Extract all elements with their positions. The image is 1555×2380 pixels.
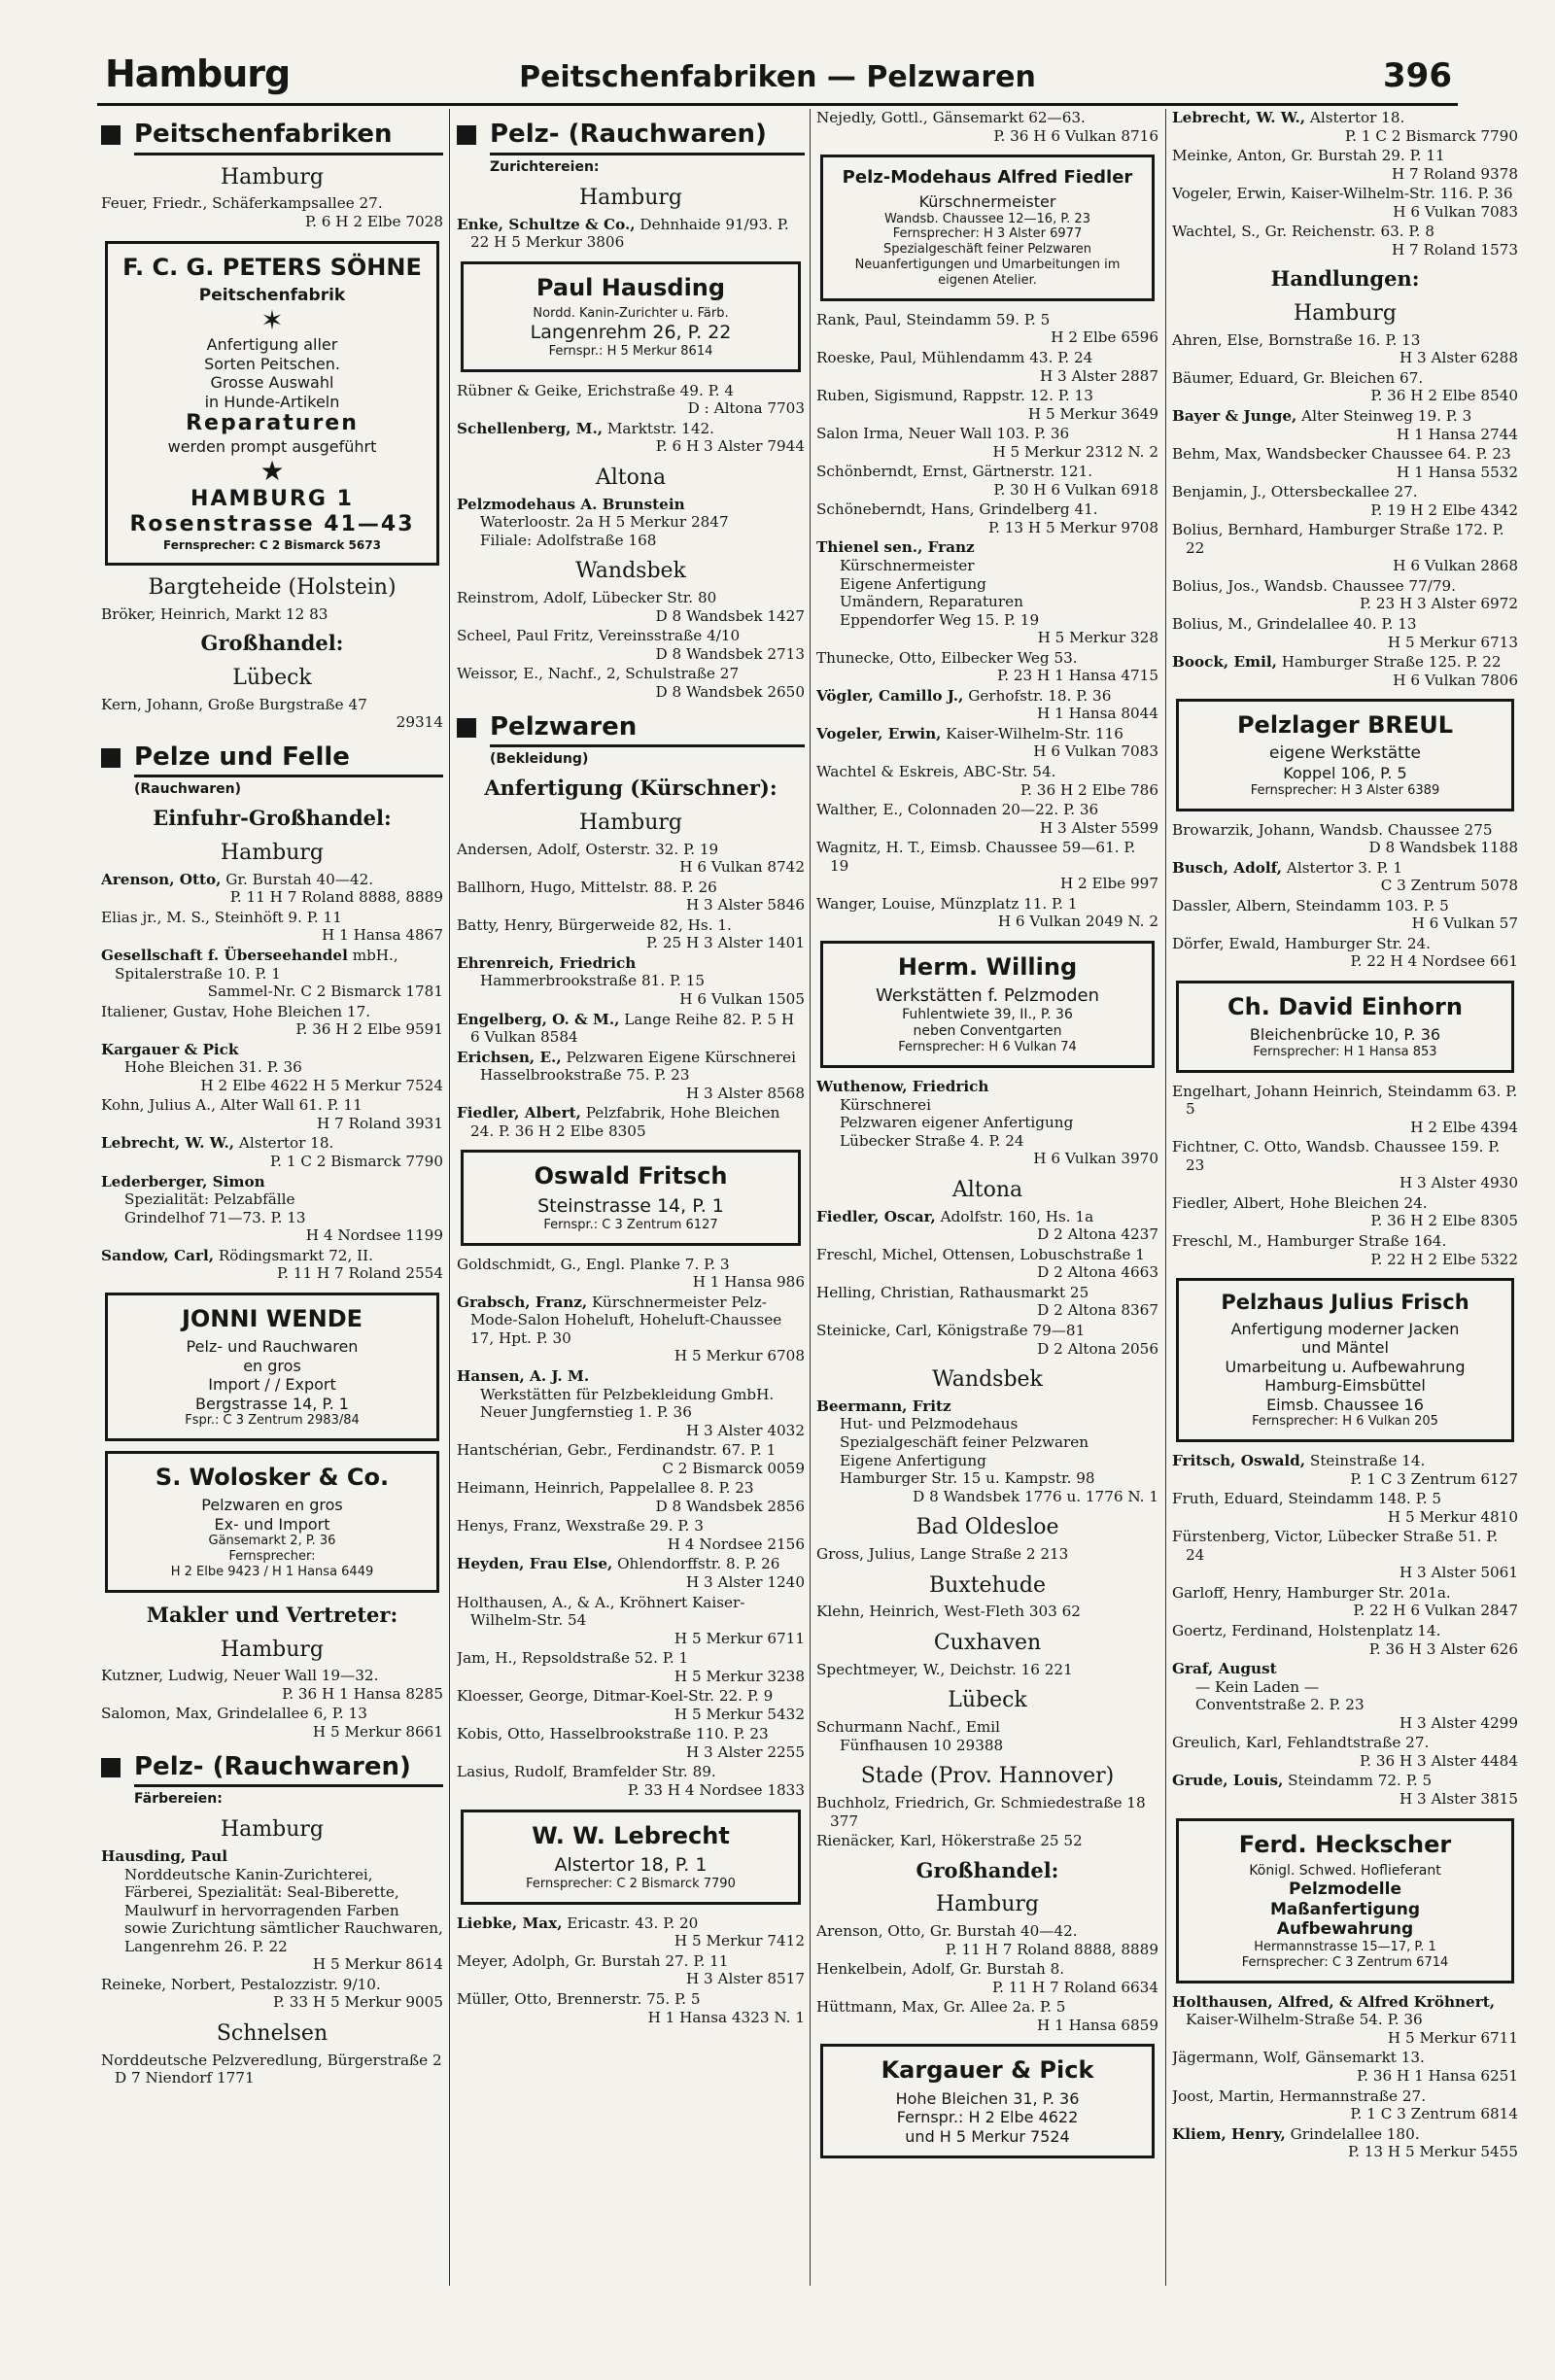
list-item: Klehn, Heinrich, West-Fleth 303 62 — [816, 1603, 1081, 1621]
list-item: Goldschmidt, G., Engl. Planke 7. P. 3 H 1 Hansa 986 — [457, 1255, 805, 1292]
list-item: Hansen, A. J. M. Werkstätten für Pelzbekleidung GmbH. Neuer Jungfernstieg 1. P. 36 H 3 Alster 4032 — [457, 1366, 805, 1439]
list-item: Müller, Otto, Brennerstr. 75. P. 5 H 1 Hansa 4323 N. 1 — [457, 1990, 805, 2026]
city-heading: Altona — [595, 465, 667, 490]
list-item: Ehrenreich, Friedrich Hammerbrookstraße 81. P. 15 H 6 Vulkan 1505 — [457, 953, 805, 1008]
list-item: Bäumer, Eduard, Gr. Bleichen 67. P. 36 H 2 Elbe 8540 — [1172, 368, 1518, 405]
list-item: Thienel sen., Franz Kürschnermeister Eigene Anfertigung Umändern, Reparaturen Eppendorfer Weg 15. P. 19 H 5 Merkur 328 — [816, 538, 1158, 647]
list-item: Batty, Henry, Bürgerweide 82, Hs. 1. P. 25 H 3 Alster 1401 — [457, 915, 805, 952]
city-heading: Hamburg — [220, 164, 324, 190]
advertisement-box: Ferd. Heckscher Königl. Schwed. Hoflieferant Pelzmodelle Maßanfertigung Aufbewahrung Hermannstrasse 15—17, P. 1 Fernsprecher: C 3 Zentrum 6714 — [1176, 1818, 1514, 1983]
list-item: Fiedler, Albert, Hohe Bleichen 24. P. 36 H 2 Elbe 8305 — [1172, 1193, 1518, 1230]
list-item: Arenson, Otto, Gr. Burstah 40—42. P. 11 H 7 Roland 8888, 8889 — [101, 870, 443, 907]
ad-title: Paul Hausding — [536, 273, 726, 301]
list-item: Graf, August — Kein Laden — Conventstraße 2. P. 23 H 3 Alster 4299 — [1172, 1660, 1518, 1732]
list-item: Busch, Adolf, Alstertor 3. P. 1 C 3 Zentrum 5078 — [1172, 858, 1518, 895]
section-heading: Pelzwaren — [457, 713, 805, 742]
list-item: Dörfer, Ewald, Hamburger Str. 24. P. 22 H 4 Nordsee 661 — [1172, 934, 1518, 971]
list-item: Fritsch, Oswald, Steinstraße 14. P. 1 C 3 Zentrum 6127 — [1172, 1452, 1518, 1488]
subsection-heading: Einfuhr-Großhandel: — [153, 806, 392, 831]
ad-title: Ferd. Heckscher — [1238, 1830, 1452, 1858]
ad-title: Pelzhaus Julius Frisch — [1221, 1291, 1469, 1315]
city-heading: Lübeck — [232, 665, 312, 690]
list-item: Garloff, Henry, Hamburger Str. 201a. P. 22 H 6 Vulkan 2847 — [1172, 1583, 1518, 1620]
list-item: Kohn, Julius A., Alter Wall 61. P. 11 H 7 Roland 3931 — [101, 1096, 443, 1132]
list-item: Steinicke, Carl, Königstraße 79—81 D 2 Altona 2056 — [816, 1321, 1158, 1358]
list-item: Beermann, Fritz Hut- und Pelzmodehaus Spezialgeschäft feiner Pelzwaren Eigene Anfertigung Hamburger Str. 15 u. Kampstr. 98 D 8 Wandsbek 1776 u. 1776 N. 1 — [816, 1397, 1158, 1505]
column-2: Pelz- (Rauchwaren) Zurichtereien: Hamburg Enke, Schultze & Co., Dehnhaide 91/93. P. 22 H 5 Merkur 3806 Paul Hausding Nordd. Kanin-Zurichter u. Färb. Langenrehm 26, P. 22 Fernspr.: H 5 Merkur 8614 Rübner & Geike, Erichstraße 49. P. 4 D : Altona 7703 Schellenberg, M., Marktstr. 142. P. 6 H 3 Alster 7944 Altona Pelzmodehaus A. Brunstein Waterloostr. 2a H 5 Merkur 2847 Filiale: Adolfstraße 168 Wandsbek Reinstrom, Adolf, Lübecker Str. 80 D 8 Wandsbek 1427 Scheel, Paul Fritz, Vereinsstraße 4/10 D 8 Wandsbek 2713 Weissor, E., Nachf., 2, Schulstraße 27 D 8 Wandsbek 2650 Pelzwaren (Bekleidung) Anfertigung (Kürschner): Hamburg Andersen, Adolf, Osterstr. 32. P. 19 H 6 Vulkan 8742 Ballhorn, Hugo, Mittelstr. 88. P. 26 H 3 Alster 5846 Batty, Henry, Bürgerweide 82, Hs. 1. P. 25 H 3 Alster 1401 Ehrenreich, Friedrich Hammerbrookstraße 81. P. 15 H 6 Vulkan 1505 Engelberg, O. & M., Lange Reihe 82. P. 5 H 6 Vulkan 8584 Erichsen, E., Pelzwaren Eigene Kürschnerei Hasselbrookstraße 75. P. 23 H 3 Alster 8568 Fiedler, Albert, Pelzfabrik, Hohe Bleichen 24. P. 36 H 2 Elbe 8305 Oswald Fritsch Steinstrasse 14, P. 1 Fernspr.: C 3 Zentrum 6127 Goldschmidt, G., Engl. Planke 7. P. 3 H 1 Hansa 986 Grabsch, Franz, Kürschnermeister Pelz-Mode-Salon Hoheluft, Hoheluft-Chaussee 17, Hpt. P. 30 H 5 Merkur 6708 Hansen, A. J. M. Werkstätten für Pelzbekleidung GmbH. Neuer Jungfernstieg 1. P. 36 H 3 Alster 4032 Hantschérian, Gebr., Ferdinandstr. 67. P. 1 C 2 Bismarck 0059 Heimann, Heinrich, Pappelallee 8. P. 23 D 8 Wandsbek 2856 Henys, Franz, Wexstraße 29. P. 3 H 4 Nordsee 2156 Heyden, Frau Else, Ohlendorffstr. 8. P. 26 H 3 Alster 1240 Holthausen, A., & A., Kröhnert Kaiser-Wilhelm-Str. 54 H 5 Merkur 6711 Jam, H., Repsoldstraße 52. P. 1 H 5 Merkur 3238 Kloesser, George, Ditmar-Koel-Str. 22. P. 9 H 5 Merkur 5432 Kobis, Otto, Hasselbrookstraße 110. P. 23 H 3 Alster 2255 Lasius, Rudolf, Bramfelder Str. 89. P. 33 H 4 Nordsee 1833 W. W. Lebrecht Alstertor 18, P. 1 Fernsprecher: C 2 Bismarck 7790 Liebke, Max, Ericastr. 43. P. 20 H 5 Merkur 7412 Meyer, Adolph, Gr. Burstah 27. P. 11 H 3 Alster 8517 Müller, Otto, Brennerstr. 75. P. 5 H 1 Hansa 4323 N. 1 — [457, 120, 805, 2026]
column-rule — [810, 109, 811, 2286]
list-item: Reineke, Norbert, Pestalozzistr. 9/10. P. 33 H 5 Merkur 9005 — [101, 1975, 443, 2012]
section-heading: Pelz- (Rauchwaren) — [101, 1753, 443, 1781]
list-item: Lebrecht, W. W., Alstertor 18. P. 1 C 2 Bismarck 7790 — [1172, 109, 1518, 145]
section-underline — [490, 153, 805, 155]
list-item: Benjamin, J., Ottersbeckallee 27. P. 19 H 2 Elbe 4342 — [1172, 483, 1518, 519]
advertisement-box: F. C. G. PETERS SÖHNE Peitschenfabrik ✶ Anfertigung aller Sorten Peitschen. Grosse Auswahl in Hunde-Artikeln Reparaturen werden prompt ausgeführt ★ HAMBURG 1 Rosenstrasse 41—43 Fernsprecher: C 2 Bismarck 5673 — [105, 241, 439, 566]
section-underline — [134, 1784, 443, 1787]
list-item: Gross, Julius, Lange Straße 2 213 — [816, 1545, 1069, 1564]
list-item: Hausding, Paul Norddeutsche Kanin-Zurichterei, Färberei, Spezialität: Seal-Biberette, Maulwurf in hervorragenden Farben sowie Zurichtung sämtlicher Rauchwaren, Langenrehm 26. P. 22 H 5 Merkur 8614 — [101, 1847, 443, 1974]
city-heading: Bad Oldesloe — [916, 1515, 1059, 1540]
section-heading: Pelz- (Rauchwaren) — [457, 121, 805, 149]
city-heading: Bargteheide (Holstein) — [148, 574, 397, 600]
list-item: Vogeler, Erwin, Kaiser-Wilhelm-Str. 116. P. 36 H 6 Vulkan 7083 — [1172, 185, 1518, 221]
list-item: Joost, Martin, Hermannstraße 27. P. 1 C 3 Zentrum 6814 — [1172, 2087, 1518, 2123]
list-item: Sandow, Carl, Rödingsmarkt 72, II. P. 11 H 7 Roland 2554 — [101, 1246, 443, 1283]
city-heading: Hamburg — [220, 1637, 324, 1662]
city-heading: Cuxhaven — [933, 1630, 1042, 1655]
list-item: Lederberger, Simon Spezialität: Pelzabfälle Grindelhof 71—73. P. 13 H 4 Nordsee 1199 — [101, 1172, 443, 1245]
column-3 — [816, 109, 1158, 2286]
ad-title: JONNI WENDE — [181, 1304, 363, 1332]
list-item: Weissor, E., Nachf., 2, Schulstraße 27 D 8 Wandsbek 2650 — [457, 665, 805, 701]
list-item: Schurmann Nachf., Emil Fünfhausen 10 29388 — [816, 1718, 1004, 1754]
list-item: Bolius, M., Grindelallee 40. P. 13 H 5 Merkur 6713 — [1172, 615, 1518, 651]
city-heading: Wandsbek — [932, 1367, 1043, 1393]
list-item: Bröker, Heinrich, Markt 12 83 — [101, 604, 328, 623]
list-item: Browarzik, Johann, Wandsb. Chaussee 275 D 8 Wandsbek 1188 — [1172, 820, 1518, 857]
city-heading: Hamburg — [220, 840, 324, 865]
list-item: Wachtel & Eskreis, ABC-Str. 54. P. 36 H 2 Elbe 786 — [816, 762, 1158, 799]
subsection-heading: Anfertigung (Kürschner): — [484, 776, 778, 801]
list-item: Salon Irma, Neuer Wall 103. P. 36 H 5 Merkur 2312 N. 2 — [816, 425, 1158, 461]
list-item: Kloesser, George, Ditmar-Koel-Str. 22. P. 9 H 5 Merkur 5432 — [457, 1687, 805, 1723]
list-item: Vögler, Camillo J., Gerhofstr. 18. P. 36 H 1 Hansa 8044 — [816, 686, 1158, 723]
list-item: Vogeler, Erwin, Kaiser-Wilhelm-Str. 116 H 6 Vulkan 7083 — [816, 724, 1158, 761]
list-item: Jägermann, Wolf, Gänsemarkt 13. P. 36 H 1 Hansa 6251 — [1172, 2049, 1518, 2085]
star-icon: ★ — [259, 454, 285, 487]
ad-title: F. C. G. PETERS SÖHNE — [122, 253, 422, 281]
list-item: Engelhart, Johann Heinrich, Steindamm 63. P. 5 H 2 Elbe 4394 — [1172, 1082, 1518, 1136]
page-number: 396 — [1383, 56, 1452, 95]
list-item: Fiedler, Oscar, Adolfstr. 160, Hs. 1a D 2 Altona 4237 — [816, 1207, 1158, 1244]
list-item: Ballhorn, Hugo, Mittelstr. 88. P. 26 H 3 Alster 5846 — [457, 878, 805, 914]
city-heading: Hamburg — [578, 810, 682, 835]
section-underline — [134, 153, 443, 155]
list-item: Elias jr., M. S., Steinhöft 9. P. 11 H 1 Hansa 4867 — [101, 908, 443, 945]
list-item: Fürstenberg, Victor, Lübecker Straße 51. P. 24 H 3 Alster 5061 — [1172, 1528, 1518, 1582]
section-underline — [490, 744, 805, 747]
list-item: Reinstrom, Adolf, Lübecker Str. 80 D 8 Wandsbek 1427 — [457, 589, 805, 625]
list-item: Greulich, Karl, Fehlandtstraße 27. P. 36 H 3 Alster 4484 — [1172, 1734, 1518, 1770]
list-item: Wagnitz, H. T., Eimsb. Chaussee 59—61. P. 19 H 2 Elbe 997 — [816, 839, 1158, 893]
section-heading: Pelze und Felle — [101, 743, 443, 772]
ad-title: Oswald Fritsch — [534, 1162, 728, 1190]
list-item: Dassler, Albern, Steindamm 103. P. 5 H 6 Vulkan 57 — [1172, 896, 1518, 933]
running-head-city: Hamburg — [105, 52, 291, 95]
list-item: Behm, Max, Wandsbecker Chaussee 64. P. 23 H 1 Hansa 5532 — [1172, 445, 1518, 481]
list-item: Liebke, Max, Ericastr. 43. P. 20 H 5 Merkur 7412 — [457, 1914, 805, 1950]
city-heading: Hamburg — [220, 1817, 324, 1843]
list-item: Ahren, Else, Bornstraße 16. P. 13 H 3 Alster 6288 — [1172, 330, 1518, 367]
list-item: Buchholz, Friedrich, Gr. Schmiedestraße 18 377 — [816, 1794, 1146, 1830]
ad-title: W. W. Lebrecht — [532, 1821, 730, 1849]
city-heading: Stade (Prov. Hannover) — [860, 1764, 1115, 1789]
list-item: Thunecke, Otto, Eilbecker Weg 53. P. 23 H 1 Hansa 4715 — [816, 648, 1158, 685]
list-item: Norddeutsche Pelzveredlung, Bürgerstraße 2 D 7 Niendorf 1771 — [101, 2051, 442, 2087]
advertisement-box: Paul Hausding Nordd. Kanin-Zurichter u. Färb. Langenrehm 26, P. 22 Fernspr.: H 5 Merkur 8614 — [461, 261, 801, 372]
list-item: Fichtner, C. Otto, Wandsb. Chaussee 159. P. 23 H 3 Alster 4930 — [1172, 1138, 1518, 1192]
list-item: Hantschérian, Gebr., Ferdinandstr. 67. P. 1 C 2 Bismarck 0059 — [457, 1441, 805, 1477]
list-item: Hüttmann, Max, Gr. Allee 2a. P. 5 H 1 Hansa 6859 — [816, 1998, 1158, 2034]
list-item: Boock, Emil, Hamburger Straße 125. P. 22 H 6 Vulkan 7806 — [1172, 653, 1518, 689]
list-item: Scheel, Paul Fritz, Vereinsstraße 4/10 D 8 Wandsbek 2713 — [457, 627, 805, 663]
list-item: Schöneberndt, Hans, Grindelberg 41. P. 13 H 5 Merkur 9708 — [816, 500, 1158, 536]
list-item: Grabsch, Franz, Kürschnermeister Pelz-Mode-Salon Hoheluft, Hoheluft-Chaussee 17, Hpt. P. 30 H 5 Merkur 6708 — [457, 1293, 805, 1365]
ad-title: Pelz-Modehaus Alfred Fiedler — [842, 167, 1133, 189]
list-item: Gesellschaft f. Überseehandel mbH., Spitalerstraße 10. P. 1 Sammel-Nr. C 2 Bismarck 1781 — [101, 947, 443, 1001]
advertisement-box: Ch. David Einhorn Bleichenbrücke 10, P. 36 Fernsprecher: H 1 Hansa 853 — [1176, 981, 1514, 1073]
running-head-title: Peitschenfabriken — Pelzwaren — [519, 60, 1036, 94]
list-item: Fruth, Eduard, Steindamm 148. P. 5 H 5 Merkur 4810 — [1172, 1490, 1518, 1526]
list-item: Holthausen, A., & A., Kröhnert Kaiser-Wilhelm-Str. 54 H 5 Merkur 6711 — [457, 1593, 805, 1647]
list-item: Grude, Louis, Steindamm 72. P. 5 H 3 Alster 3815 — [1172, 1772, 1518, 1808]
ad-title: S. Wolosker & Co. — [155, 1464, 390, 1492]
advertisement-box: Oswald Fritsch Steinstrasse 14, P. 1 Fernspr.: C 3 Zentrum 6127 — [461, 1150, 801, 1245]
list-item: Wuthenow, Friedrich Kürschnerei Pelzwaren eigener Anfertigung Lübecker Straße 4. P. 24 H 6 Vulkan 3970 — [816, 1078, 1158, 1168]
list-item: Wachtel, S., Gr. Reichenstr. 63. P. 8 H 7 Roland 1573 — [1172, 223, 1518, 259]
list-item: Heyden, Frau Else, Ohlendorffstr. 8. P. 26 H 3 Alster 1240 — [457, 1555, 805, 1591]
subsection-heading: Handlungen: — [1270, 266, 1420, 292]
list-item: Schönberndt, Ernst, Gärtnerstr. 121. P. 30 H 6 Vulkan 6918 — [816, 463, 1158, 499]
list-item: Goertz, Ferdinand, Holstenplatz 14. P. 36 H 3 Alster 626 — [1172, 1622, 1518, 1658]
list-item: Rienäcker, Karl, Hökerstraße 25 52 — [816, 1832, 1083, 1850]
list-item: Helling, Christian, Rathausmarkt 25 D 2 Altona 8367 — [816, 1283, 1158, 1320]
list-item: Freschl, M., Hamburger Straße 164. P. 22 H 2 Elbe 5322 — [1172, 1231, 1518, 1268]
advertisement-box: Pelzlager BREUL eigene Werkstätte Koppel 106, P. 5 Fernsprecher: H 3 Alster 6389 — [1176, 699, 1514, 811]
list-item: Meinke, Anton, Gr. Burstah 29. P. 11 H 7 Roland 9378 — [1172, 147, 1518, 183]
list-item: Kutzner, Ludwig, Neuer Wall 19—32. P. 36 H 1 Hansa 8285 — [101, 1667, 443, 1703]
ad-title: Herm. Willing — [897, 952, 1078, 981]
list-item: Enke, Schultze & Co., Dehnhaide 91/93. P. 22 H 5 Merkur 3806 — [457, 215, 789, 252]
list-item: Jam, H., Repsoldstraße 52. P. 1 H 5 Merkur 3238 — [457, 1649, 805, 1685]
list-item: Henys, Franz, Wexstraße 29. P. 3 H 4 Nordsee 2156 — [457, 1517, 805, 1553]
advertisement-box: Pelzhaus Julius Frisch Anfertigung moderner Jacken und Mäntel Umarbeitung u. Aufbewahrung Hamburg-Eimsbüttel Eimsb. Chaussee 16 Fernsprecher: H 6 Vulkan 205 — [1176, 1278, 1514, 1442]
list-item: Rank, Paul, Steindamm 59. P. 5 H 2 Elbe 6596 — [816, 310, 1158, 347]
advertisement-box: Pelz-Modehaus Alfred Fiedler Kürschnermeister Wandsb. Chaussee 12—16, P. 23 Fernsprecher: H 3 Alster 6977 Spezialgeschäft feiner Pelzwaren Neuanfertigungen und Umarbeitungen im eigenen Atelier. — [820, 155, 1155, 301]
advertisement-box: Kargauer & Pick Hohe Bleichen 31, P. 36 Fernspr.: H 2 Elbe 4622 und H 5 Merkur 7524 — [820, 2044, 1155, 2158]
list-item: Meyer, Adolph, Gr. Burstah 27. P. 11 H 3 Alster 8517 — [457, 1951, 805, 1988]
list-item: Bayer & Junge, Alter Steinweg 19. P. 3 H 1 Hansa 2744 — [1172, 407, 1518, 443]
list-item: Schellenberg, M., Marktstr. 142. P. 6 H 3 Alster 7944 — [457, 419, 805, 456]
list-item: Salomon, Max, Grindelallee 6, P. 13 H 5 Merkur 8661 — [101, 1705, 443, 1741]
list-item: Fiedler, Albert, Pelzfabrik, Hohe Bleichen 24. P. 36 H 2 Elbe 8305 — [457, 1104, 780, 1140]
subsection-heading: Großhandel: — [200, 631, 344, 656]
ornament-icon: ✶ — [260, 303, 284, 336]
city-heading: Hamburg — [1293, 300, 1397, 326]
list-item: Pelzmodehaus A. Brunstein Waterloostr. 2a H 5 Merkur 2847 Filiale: Adolfstraße 168 — [457, 495, 729, 549]
advertisement-box: S. Wolosker & Co. Pelzwaren en gros Ex- und Import Gänsemarkt 2, P. 36 Fernsprecher: H 2 Elbe 9423 / H 1 Hansa 6449 — [105, 1451, 439, 1593]
list-item: Henkelbein, Adolf, Gr. Burstah 8. P. 11 H 7 Roland 6634 — [816, 1960, 1158, 1996]
city-heading: Lübeck — [948, 1688, 1027, 1713]
list-item: Lebrecht, W. W., Alstertor 18. P. 1 C 2 Bismarck 7790 — [101, 1134, 443, 1171]
list-item: Arenson, Otto, Gr. Burstah 40—42. P. 11 H 7 Roland 8888, 8889 — [816, 1922, 1158, 1958]
list-item: Bolius, Bernhard, Hamburger Straße 172. P. 22 H 6 Vulkan 2868 — [1172, 521, 1518, 575]
list-item: Feuer, Friedr., Schäferkampsallee 27. P. 6 H 2 Elbe 7028 — [101, 194, 443, 230]
list-item: Kargauer & Pick Hohe Bleichen 31. P. 36 H 2 Elbe 4622 H 5 Merkur 7524 — [101, 1040, 443, 1094]
section-heading: Peitschenfabriken — [101, 121, 443, 149]
column-1: Peitschenfabriken Hamburg Feuer, Friedr., Schäferkampsallee 27. P. 6 H 2 Elbe 7028 F. C. G. PETERS SÖHNE Peitschenfabrik ✶ Anfertigung aller Sorten Peitschen. Grosse Auswahl in Hunde-Artikeln Reparaturen werden prompt ausgeführt ★ HAMBURG 1 Rosenstrasse 41—43 Fernsprecher: C 2 Bismarck 5673 Bargteheide (Holstein) Bröker, Heinrich, Markt 12 83 Großhandel: Lübeck Kern, Johann, Große Burgstraße 47 29314 Pelze und Felle (Rauchwaren) Einfuhr-Großhandel: Hamburg Arenson, Otto, Gr. Burstah 40—42. P. 11 H 7 Roland 8888, 8889 Elias jr., M. S., Steinhöft 9. P. 11 H 1 Hansa 4867 Gesellschaft f. Überseehandel mbH., Spitalerstraße 10. P. 1 Sammel-Nr. C 2 Bismarck 1781 Italiener, Gustav, Hohe Bleichen 17. P. 36 H 2 Elbe 9591 Kargauer & Pick Hohe Bleichen 31. P. 36 H 2 Elbe 4622 H 5 Merkur 7524 Kohn, Julius A., Alter Wall 61. P. 11 H 7 Roland 3931 Lebrecht, W. W., Alstertor 18. P. 1 C 2 Bismarck 7790 Lederberger, Simon Spezialität: Pelzabfälle Grindelhof 71—73. P. 13 H 4 Nordsee 1199 Sandow, Carl, Rödingsmarkt 72, II. P. 11 H 7 Roland 2554 JONNI WENDE Pelz- und Rauchwaren en gros Import / / Export Bergstrasse 14, P. 1 Fspr.: C 3 Zentrum 2983/84 S. Wolosker & Co. Pelzwaren en gros Ex- und Import Gänsemarkt 2, P. 36 Fernsprecher: H 2 Elbe 9423 / H 1 Hansa 6449 Makler und Vertreter: Hamburg Kutzner, Ludwig, Neuer Wall 19—32. P. 36 H 1 Hansa 8285 Salomon, Max, Grindelallee 6, P. 13 H 5 Merkur 8661 Pelz- (Rauchwaren) Färbereien: Hamburg Hausding, Paul Norddeutsche Kanin-Zurichterei, Färberei, Spezialität: Seal-Biberette, Maulwurf in hervorragenden Farben sowie Zurichtung sämtlicher Rauchwaren, Langenrehm 26. P. 22 H 5 Merkur 8614 Reineke, Norbert, Pestalozzistr. 9/10. P. 33 H 5 Merkur 9005 Schnelsen Norddeutsche Pelzveredlung, Bürgerstraße 2 D 7 Niendorf 1771 — [101, 120, 443, 2087]
city-heading: Altona — [951, 1177, 1023, 1202]
subsection-heading: Makler und Vertreter: — [146, 1602, 398, 1627]
list-item: Kobis, Otto, Hasselbrookstraße 110. P. 23 H 3 Alster 2255 — [457, 1725, 805, 1761]
city-heading: Hamburg — [935, 1892, 1039, 1917]
list-item: Nejedly, Gottl., Gänsemarkt 62—63. P. 36 H 6 Vulkan 8716 — [816, 109, 1158, 145]
ad-title: Kargauer & Pick — [881, 2056, 1094, 2085]
list-item: Ruben, Sigismund, Rappstr. 12. P. 13 H 5 Merkur 3649 — [816, 387, 1158, 423]
list-item: Roeske, Paul, Mühlendamm 43. P. 24 H 3 Alster 2887 — [816, 348, 1158, 385]
column-4 — [1172, 109, 1518, 2286]
list-item: Spechtmeyer, W., Deichstr. 16 221 — [816, 1660, 1073, 1678]
column-rule — [449, 109, 450, 2286]
column-rule — [1165, 109, 1166, 2286]
list-item: Holthausen, Alfred, & Alfred Kröhnert, Kaiser-Wilhelm-Straße 54. P. 36 H 5 Merkur 6711 — [1172, 1992, 1518, 2047]
advertisement-box: Herm. Willing Werkstätten f. Pelzmoden Fuhlentwiete 39, II., P. 36 neben Conventgarten Fernsprecher: H 6 Vulkan 74 — [820, 941, 1155, 1068]
list-item: Engelberg, O. & M., Lange Reihe 82. P. 5 H 6 Vulkan 8584 — [457, 1010, 795, 1047]
section-underline — [134, 775, 443, 777]
page-header — [97, 49, 1458, 106]
list-item: Wanger, Louise, Münzplatz 11. P. 1 H 6 Vulkan 2049 N. 2 — [816, 894, 1158, 931]
list-item: Walther, E., Colonnaden 20—22. P. 36 H 3 Alster 5599 — [816, 801, 1158, 837]
subsection-heading: Großhandel: — [916, 1857, 1059, 1882]
list-item: Bolius, Jos., Wandsb. Chaussee 77/79. P. 23 H 3 Alster 6972 — [1172, 576, 1518, 613]
list-item: Kliem, Henry, Grindelallee 180. P. 13 H 5 Merkur 5455 — [1172, 2124, 1518, 2161]
list-item: Heimann, Heinrich, Pappelallee 8. P. 23 D 8 Wandsbek 2856 — [457, 1479, 805, 1515]
list-item: Rübner & Geike, Erichstraße 49. P. 4 D : Altona 7703 — [457, 381, 805, 418]
list-item: Italiener, Gustav, Hohe Bleichen 17. P. 36 H 2 Elbe 9591 — [101, 1002, 443, 1039]
ad-title: Ch. David Einhorn — [1227, 992, 1463, 1020]
city-heading: Buxtehude — [928, 1572, 1047, 1598]
list-item: Lasius, Rudolf, Bramfelder Str. 89. P. 33 H 4 Nordsee 1833 — [457, 1763, 805, 1799]
city-heading: Wandsbek — [575, 559, 686, 584]
list-item: Kern, Johann, Große Burgstraße 47 29314 — [101, 695, 443, 732]
ad-title: Pelzlager BREUL — [1236, 711, 1454, 740]
list-item: Andersen, Adolf, Osterstr. 32. P. 19 H 6 Vulkan 8742 — [457, 840, 805, 877]
city-heading: Hamburg — [578, 185, 682, 210]
list-item: Freschl, Michel, Ottensen, Lobuschstraße 1 D 2 Altona 4663 — [816, 1245, 1158, 1282]
list-item: Erichsen, E., Pelzwaren Eigene Kürschnerei Hasselbrookstraße 75. P. 23 H 3 Alster 8568 — [457, 1048, 805, 1102]
advertisement-box: W. W. Lebrecht Alstertor 18, P. 1 Fernsprecher: C 2 Bismarck 7790 — [461, 1810, 801, 1905]
city-heading: Schnelsen — [216, 2020, 328, 2046]
advertisement-box: JONNI WENDE Pelz- und Rauchwaren en gros Import / / Export Bergstrasse 14, P. 1 Fspr.: C 3 Zentrum 2983/84 — [105, 1293, 439, 1441]
